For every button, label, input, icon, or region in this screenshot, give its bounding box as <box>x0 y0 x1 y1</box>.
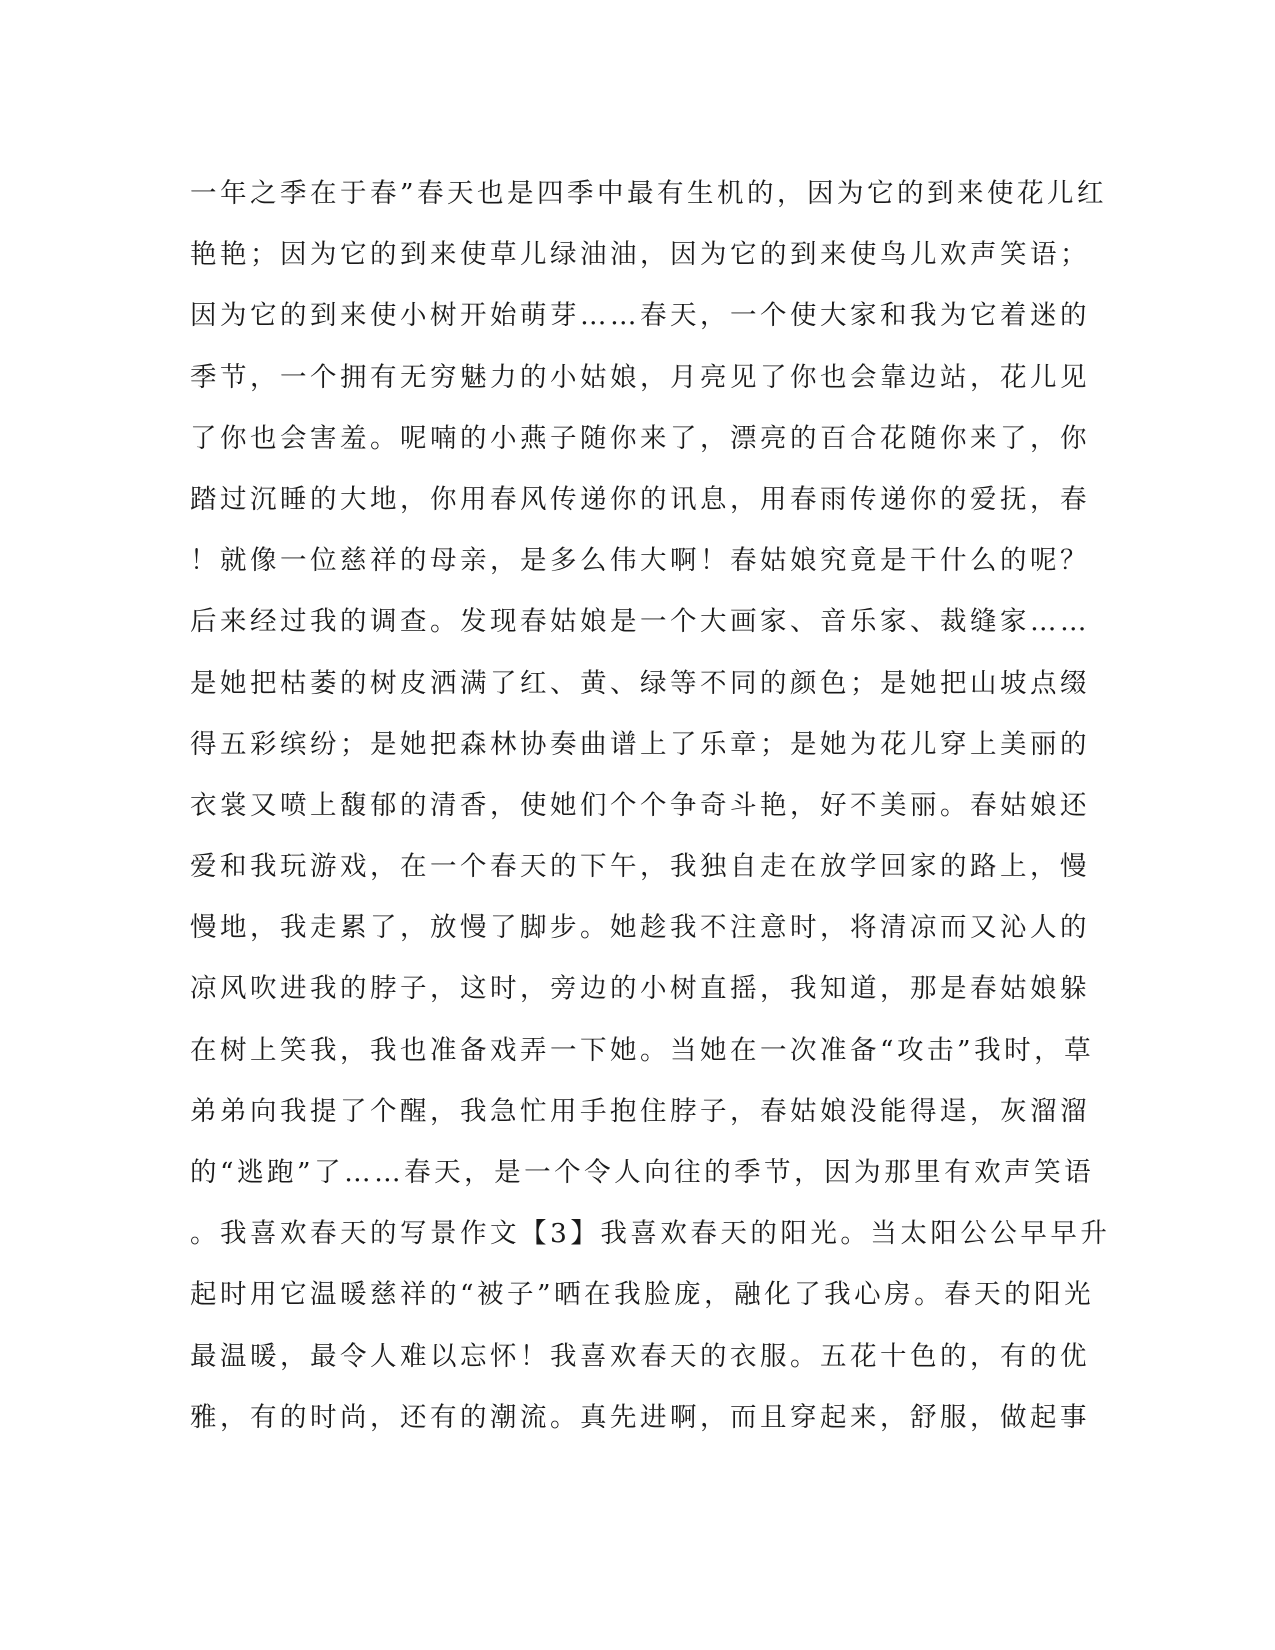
text-line: 一年之季在于春”春天也是四季中最有生机的，因为它的到来使花儿红 <box>190 178 1108 209</box>
text-line: 因为它的到来使小树开始萌芽……春天，一个使大家和我为它着迷的 <box>190 300 1090 332</box>
text-line: 了你也会害羞。呢喃的小燕子随你来了，漂亮的百合花随你来了，你 <box>190 422 1090 454</box>
text-line: 最温暖，最令人难以忘怀！我喜欢春天的衣服。五花十色的，有的优 <box>190 1340 1090 1372</box>
text-line: 季节，一个拥有无穷魅力的小姑娘，月亮见了你也会靠边站，花儿见 <box>190 361 1090 393</box>
text-line: 雅，有的时尚，还有的潮流。真先进啊，而且穿起来，舒服，做起事 <box>190 1401 1090 1433</box>
text-line: 后来经过我的调查。发现春姑娘是一个大画家、音乐家、裁缝家…… <box>190 606 1090 638</box>
text-line: 的“逃跑”了……春天，是一个令人向往的季节，因为那里有欢声笑语 <box>190 1157 1095 1188</box>
text-line: 爱和我玩游戏，在一个春天的下午，我独自走在放学回家的路上，慢 <box>190 851 1090 883</box>
text-line: 在树上笑我，我也准备戏弄一下她。当她在一次准备“攻击”我时，草 <box>190 1034 1095 1066</box>
text-line: ！就像一位慈祥的母亲，是多么伟大啊！春姑娘究竟是干什么的呢？ <box>190 545 1090 577</box>
text-line: 艳艳；因为它的到来使草儿绿油油，因为它的到来使鸟儿欢声笑语； <box>190 239 1090 271</box>
text-line: 踏过沉睡的大地，你用春风传递你的讯息，用春雨传递你的爱抚，春 <box>190 483 1090 515</box>
text-line: 弟弟向我提了个醒，我急忙用手抱住脖子，春姑娘没能得逞，灰溜溜 <box>190 1095 1090 1127</box>
text-line: 凉风吹进我的脖子，这时，旁边的小树直摇，我知道，那是春姑娘躲 <box>190 973 1090 1005</box>
text-line: 慢地，我走累了，放慢了脚步。她趁我不注意时，将清凉而又沁人的 <box>190 912 1090 944</box>
text-line: 是她把枯萎的树皮洒满了红、黄、绿等不同的颜色；是她把山坡点缀 <box>190 667 1090 699</box>
text-line: 起时用它温暖慈祥的“被子”晒在我脸庞，融化了我心房。春天的阳光 <box>190 1279 1095 1311</box>
text-line: 衣裳又喷上馥郁的清香，使她们个个争奇斗艳，好不美丽。春姑娘还 <box>190 789 1090 821</box>
text-line: 。我喜欢春天的写景作文【3】我喜欢春天的阳光。当太阳公公早早升 <box>190 1218 1111 1250</box>
text-line: 得五彩缤纷；是她把森林协奏曲谱上了乐章；是她为花儿穿上美丽的 <box>190 728 1090 760</box>
body-text <box>190 163 1111 1448</box>
